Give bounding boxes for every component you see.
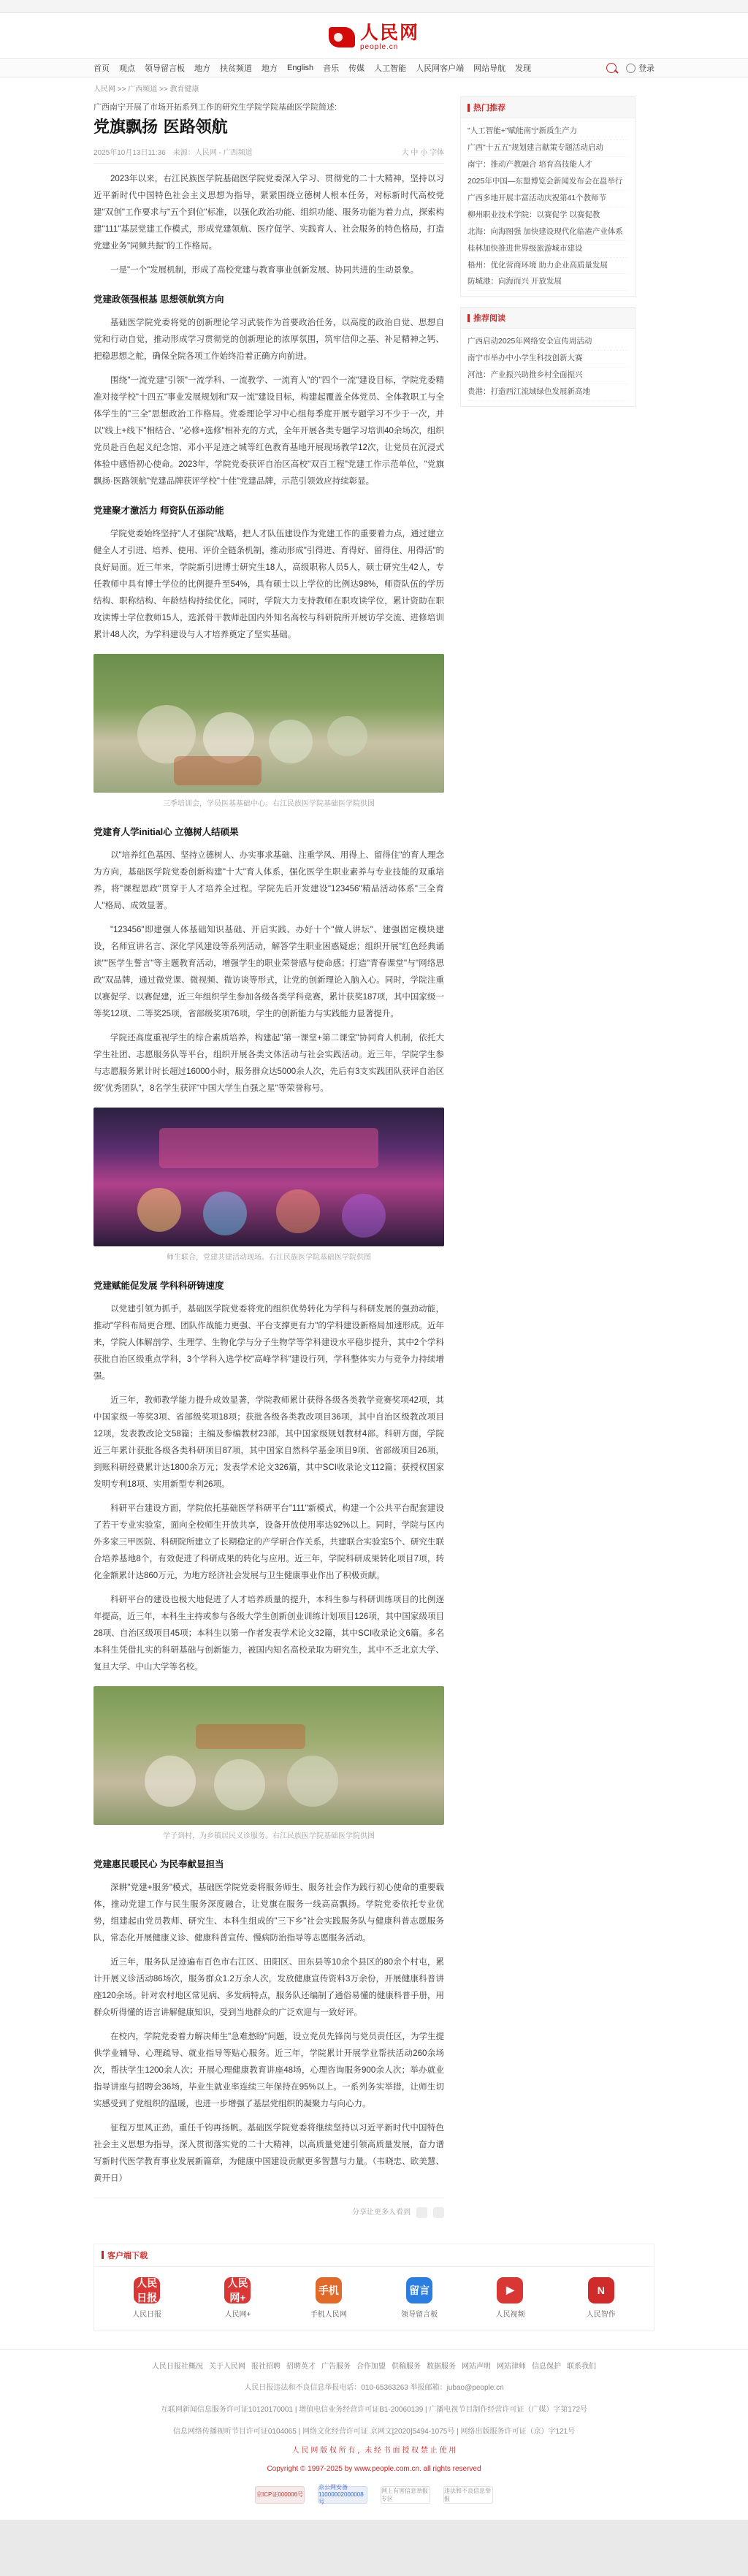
app-section-heading [94,2244,654,2267]
article-figure [94,654,444,812]
share-label: 分享让更多人看到 [352,2208,411,2217]
app-icon-renminribao: 人民日报 [134,2277,160,2303]
login-button[interactable] [626,62,654,74]
section-heading: 党建聚才激活力 师资队伍添动能 [94,505,224,516]
list-item[interactable]: 广西启动2025年网络安全宣传周活动 [468,334,628,351]
content-area [0,96,748,2225]
figure-caption: 三季培训会，学员医基基础中心。右江民族医学院基础医学院供图 [163,799,375,808]
paragraph: 一是"一个"发展机制，形成了高校党建与教育事业创新发展、协同共进的生动景象。 [110,265,419,275]
footer-link[interactable]: 关于人民网 [209,2362,245,2371]
nav-item-0[interactable]: 首页 [94,64,110,73]
nav-item-13[interactable]: 发现 [515,64,532,73]
nav-item-2[interactable]: 领导留言板 [145,64,185,73]
app-icon-message-board: 留言 [406,2277,432,2303]
sidebar-heading [461,97,635,118]
main-nav[interactable] [0,58,748,77]
app-icon-peopleplus: 人民网+ [224,2277,251,2303]
search-icon[interactable] [606,63,617,73]
accent-bar-icon [468,104,470,112]
hot-list[interactable] [461,118,635,296]
footer-link[interactable]: 报社招聘 [251,2362,280,2371]
paragraph: 学院党委始终坚持"人才强院"战略，把人才队伍建设作为党建工作的重要着力点，通过建立健全人才引进、培养、使用、评价全链条机制，推动形成"引得进、育得好、留得住、用得活"的良好局面。近三年来，学院新引进博士研究生18人，高级职称人员5人，硕士研究生42人，专任教师中具有博士学位的比例提升至54%，具有硕士以上学位的比例达98%，师资队伍的学历结构、职称结构、年龄结构持续优化。同时，学院大力支持教师在职攻读学位，累计资助在职攻读博士学位教师15人，选派骨干教师赴国内外知名高校与科研院所开展访学交流、进修培训累计48人次，为学科建设与人才培养奠定了坚实基础。 [94,529,444,639]
section-heading: 党建政领强根基 思想领航筑方向 [94,294,224,305]
sidebar [460,96,636,407]
article-meta [94,146,444,164]
list-item[interactable]: 2025年中国—东盟博览会新闻发布会在邕举行 [468,174,628,191]
article-source: 来源：人民网 - 广西频道 [172,148,253,157]
list-item[interactable]: 贵港：打造西江流域绿色发展新高地 [468,384,628,401]
footer-link[interactable]: 广告服务 [321,2362,351,2371]
paragraph: 深耕"党建+服务"模式，基础医学院党委将服务师生、服务社会作为践行初心使命的重要载体，推动党建工作与民生服务深度融合，让党旗在服务一线高高飘扬。学院党委依托专业优势，组建起由党员教师、研究生、本科生组成的"三下乡"社会实践服务队与健康科普志愿服务队，常态化开展健康义诊、健康科普宣传、慢病防治指导等志愿服务活动。 [94,1883,444,1943]
list-item[interactable]: 防城港：向海而兴 开放发展 [468,274,628,291]
logo-text-cn: 人民网 [359,22,419,43]
article-kicker: 广西南宁开展了市场开拓系列工作的研究生学院学院基础医学院简述: [94,103,337,112]
nav-item-11[interactable]: 人民网客户端 [416,64,465,73]
site-footer [0,2349,748,2520]
weibo-icon[interactable] [416,2207,427,2218]
paragraph: 以党建引领为抓手，基础医学院党委将党的组织优势转化为学科与科研发展的强劲动能，推动"学科布局更合理、团队作战能力更强、平台支撑更有力"的学科建设新格局加速形成。近年来，学院人体解剖学、生理学、生物化学与分子生物学等学科建设水平稳步提升，其中2个学科获批自治区级重点学科，3个学科入选学校"高峰学科"建设行列，学科整体实力与竞争力持续增强。 [94,1304,444,1381]
hot-recommend-box [460,96,636,297]
sidebar-title: 热门推荐 [473,104,505,113]
section-heading: 党建育人学initial心 立德树人结硕果 [94,826,239,837]
footer-report-line: 人民日报违法和不良信息举报电话：010-65363263 举报邮箱：jubao@people.cn [244,2383,504,2392]
avatar-icon [626,64,636,73]
footer-link[interactable]: 供稿服务 [392,2362,421,2371]
paragraph: 学院还高度重视学生的综合素质培养，构建起"第一课堂+第二课堂"协同育人机制，依托大学生社团、志愿服务队等平台，组织开展各类文体活动与社会实践活动。近三年，学院学生参与志愿服务累计时长超过16000小时，服务群众达5000余人次，先后有3支实践团队获评自治区级"优秀团队"，8名学生获评"中国大学生自强之星"等荣誉称号。 [94,1033,444,1093]
list-item[interactable]: 梧州：优化营商环境 助力企业高质量发展 [468,258,628,275]
list-item[interactable]: 南宁：推动产教融合 培育高技能人才 [468,157,628,174]
paragraph: 科研平台建设方面，学院依托基础医学科研平台"111"新模式，构建一个公共平台配套建设了若干专业实验室，面向全校师生开放共享，设备开放使用率达92%以上。同时，学院与区内外多家三甲医院、科研院所建立了长期稳定的产学研合作关系，共建联合实验室5个、研究生联合培养基地8个，有效促进了科研成果的转化与应用。近三年，学院科研成果转化项目7项，转化金额累计达860万元，为地方经济社会发展与卫生健康事业作出了积极贡献。 [94,1504,444,1580]
footer-badges[interactable] [94,2476,654,2520]
app-item[interactable] [102,2277,192,2319]
article-figure [94,1686,444,1844]
badge-illegal-report[interactable]: 违法和不良信息举报 [443,2486,493,2504]
list-item[interactable]: 柳州职业技术学院：以赛促学 以赛促教 [468,207,628,224]
app-label: 人民日报 [132,2310,162,2319]
figure-caption: 学子到村，为乡镇居民义诊服务。右江民族医学院基础医学院供图 [163,1832,375,1840]
article-photo [94,1686,444,1825]
app-icon-zhizuo: N [588,2277,614,2303]
accent-bar-icon [102,2251,104,2259]
app-section-title: 客户端下载 [107,2251,148,2260]
site-logo[interactable] [0,13,748,58]
section-heading: 党建惠民暖民心 为民奉献显担当 [94,1859,224,1870]
nav-item-4[interactable]: 扶贫频道 [220,64,252,73]
paragraph: 2023年以来，右江民族医学院基础医学院党委深入学习、贯彻党的二十大精神，坚持以习近平新时代中国特色社会主义思想为指导，紧紧围绕立德树人根本任务，对标新时代高校党建"双创"工作要求与"五个到位"标准，以强化政治功能、组织功能、服务功能为着力点，探索构建"111"基层党建工作模式，形成党建领航、医疗促学、实践育人、社会服务的特色格局，打造党建业务"同频共振"的工作格局。 [94,174,444,251]
sidebar-gap [460,297,636,307]
logo-text-en: people.cn [359,43,399,51]
page-title: 党旗飘扬 医路领航 [94,118,228,137]
paragraph: "123456"即建强人体基础知识基础、开启实践、办好十个"做人讲坛"、建强固定模块建设，名师宣讲名言、深化学风建设等系列活动，解答学生职业困惑疑虑；组织开展"红色经典诵读""医学生誓言"等主题教育活动，增强学生的职业荣誉感与使命感；打造"青春课堂"与"网络思政"双品牌，通过微党课、微视频、微访谈等形式，让党的创新理论入脑入心。同时，学院注重以赛促学、以赛促建，近三年组织学生参加各级各类学科竞赛，累计获奖187项，其中国家级一等奖12项、二等奖25项，省部级奖项76项，学生的创新能力与实践能力显著提升。 [94,925,444,1018]
app-download-section [94,2244,654,2331]
list-item[interactable]: 广西"十五五"规划建言献策专题活动启动 [468,140,628,157]
article-figure [94,1108,444,1265]
footer-link[interactable]: 信息保护 [532,2362,561,2371]
app-item[interactable] [374,2277,465,2319]
recommend-read-box [460,307,636,407]
footer-links[interactable] [94,2360,654,2374]
article-column [94,96,444,2225]
breadcrumb[interactable]: 人民网 >> 广西频道 >> 教育健康 [94,85,199,94]
paragraph: 近三年，教师教学能力提升成效显著，学院教师累计获得各级各类教学竞赛奖项42项，其中国家级一等奖3项、省部级奖项18项；获批各级各类教改项目36项，其中自治区级教改项目12项，发表教改论文58篇；主编及参编教材23部，其中国家级规划教材4部。科研方面，学院近三年累计获批各级各类科研项目87项，其中国家自然科学基金项目9项、省部级项目26项，到账科研经费累计达1800余万元；发表学术论文326篇，其中SCI收录论文112篇；获授权国家发明专利18项、实用新型专利26项。 [94,1395,444,1489]
font-size-tools[interactable]: 大 中 小 字体 [401,148,444,157]
people-logo-icon [329,27,355,47]
footer-link[interactable]: 合作加盟 [356,2362,386,2371]
app-item[interactable] [283,2277,374,2319]
list-item[interactable]: 广西多地开展丰富活动庆祝第41个教师节 [468,191,628,207]
app-item[interactable] [192,2277,283,2319]
nav-item-12[interactable]: 网站导航 [473,64,506,73]
paragraph: 基础医学院党委将党的创新理论学习武装作为首要政治任务，以高度的政治自觉、思想自觉和行动自觉，推动形成学习贯彻党的创新理论的浓厚氛围，筑牢信仰之基、补足精神之钙、把稳思想之舵，确保全院各项工作始终沿着正确方向前进。 [94,318,444,361]
badge-icp[interactable]: 京ICP证000006号 [255,2486,305,2504]
paragraph: 近三年，服务队足迹遍布百色市右江区、田阳区、田东县等10余个县区的80余个村屯，累计开展义诊活动86场次，服务群众1.2万余人次，发放健康宣传资料3万余份，开展健康科普讲座120余场。针对农村地区常见病、多发病特点，服务队还编制了通俗易懂的健康科普手册，用群众听得懂的语言讲解健康知识，受到当地群众的广泛欢迎与一致好评。 [94,1957,444,2017]
share-bar[interactable] [94,2198,444,2225]
footer-link[interactable]: 网站律师 [497,2362,526,2371]
footer-link[interactable]: 人民日报社概况 [152,2362,203,2371]
accent-bar-icon [468,314,470,322]
app-label: 领导留言板 [401,2310,438,2319]
app-grid [94,2267,654,2331]
recommend-list[interactable] [461,329,635,406]
sidebar-title-2: 推荐阅读 [473,314,505,324]
list-item[interactable]: "人工智能+"赋能南宁新质生产力 [468,123,628,140]
app-label: 手机人民网 [310,2310,347,2319]
sidebar-heading-2 [461,308,635,329]
nav-item-5[interactable]: 地方 [262,64,278,73]
footer-link[interactable]: 联系我们 [567,2362,596,2371]
footer-link[interactable]: 网站声明 [462,2362,491,2371]
footer-link[interactable]: 招聘英才 [286,2362,316,2371]
footer-link[interactable]: 数据服务 [427,2362,456,2371]
footer-icp-line-1: 互联网新闻信息服务许可证10120170001 | 增值电信业务经营许可证B1-20060139 | 广播电视节目制作经营许可证（广媒）字第172号 [160,2405,588,2414]
top-strip [0,0,748,13]
paragraph: 在校内，学院党委着力解决师生"急难愁盼"问题，设立党员先锋岗与党员责任区，为学生提供学业辅导、心理疏导、就业指导等贴心服务。近三年，学院累计开展学业帮扶活动260余场次，帮扶学生1200余人次；开展心理健康教育讲座48场，心理咨询服务900余人次；举办就业指导讲座与招聘会36场，毕业生就业率连续三年保持在95%以上。一系列务实举措，让师生切实感受到了党组织的温暖，也进一步增强了基层党组织的凝聚力与向心力。 [94,2032,444,2108]
list-item[interactable]: 桂林加快推进世界级旅游城市建设 [468,241,628,258]
app-item[interactable] [465,2277,555,2319]
app-icon-video-play: ▶ [497,2277,523,2303]
paragraph: 科研平台的建设也极大地促进了人才培养质量的提升，本科生参与科研训练项目的比例逐年提高，近三年，本科生主持或参与各级大学生创新创业训练计划项目126项，其中国家级项目28项、自治区级项目45项；本科生以第一作者发表学术论文32篇，其中SCI收录论文6篇。多名本科生凭借扎实的科研基础与创新能力，被国内知名高校录取为研究生，其中不乏北京大学、复旦大学、中山大学等名校。 [94,1595,444,1672]
nav-item-10[interactable]: 人工智能 [374,64,407,73]
list-item[interactable]: 南宁市举办中小学生科技创新大赛 [468,351,628,367]
paragraph: 以"培养红色基因、坚持立德树人、办实事求基础、注重学风、用得上、留得住"的育人理念为方向，基础医学院党委创新构建"十大"育人体系，强化医学生职业素养与专业技能的双重培养，将"课程思政"贯穿于人才培养全过程。学院先后开发建设"123456"精品活动体系"三全育人"格局、成效显著。 [94,850,444,910]
nav-item-7[interactable]: 音乐 [323,64,340,73]
nav-item-9[interactable]: 传媒 [348,64,365,73]
app-label: 人民网+ [224,2310,251,2319]
footer-icp-line-2: 信息网络传播视听节目许可证0104065 | 网络文化经营许可证 京网文[2020]5494-1075号 | 网络出版服务许可证（京）字121号 [172,2427,576,2436]
badge-report-zone[interactable]: 网上有害信息举报专区 [381,2486,430,2504]
article-photo [94,654,444,793]
list-item[interactable]: 北海：向海图强 加快建设现代化临港产业体系 [468,224,628,241]
nav-item-1[interactable]: 观点 [119,64,135,73]
paragraph: 征程万里风正劲，重任千钧再扬帆。基础医学院党委将继续坚持以习近平新时代中国特色社会主义思想为指导，深入贯彻落实党的二十大精神，以高质量党建引领高质量发展，奋力谱写新时代医学教育事业发展新篇章，为健康中国建设贡献更多智慧与力量。（韦晓忠、欧美慧、黄开日） [94,2123,444,2183]
app-icon-mobile: 手机 [316,2277,342,2303]
footer-copyright-en: Copyright © 1997-2025 by www.people.com.cn. all rights reserved [267,2464,481,2473]
footer-copyright: 人 民 网 版 权 所 有 ，未 经 书 面 授 权 禁 止 使 用 [291,2446,457,2455]
wechat-icon[interactable] [433,2207,444,2218]
figure-caption: 师生联合，党建共建活动现场。右江民族医学院基础医学院供图 [167,1253,371,1262]
list-item[interactable]: 河池：产业振兴助推乡村全面振兴 [468,367,628,384]
app-item[interactable] [556,2277,646,2319]
app-label: 人民视频 [495,2310,525,2319]
article-body [94,164,444,2225]
app-label: 人民智作 [586,2310,616,2319]
badge-police[interactable]: 京公网安备11000002000008号 [318,2486,367,2504]
article-photo [94,1108,444,1246]
nav-item-6[interactable]: English [287,64,314,72]
nav-item-3[interactable]: 地方 [194,64,210,73]
login-label: 登录 [638,64,654,73]
paragraph: 围绕"一流党建"引领"一流学科、一流教学、一流育人"的"四个一流"建设目标，学院党委精准对接学校"十四五"事业发展规划和"双一流"建设目标，构建起覆盖全体党员、全体教职工与全体学生的"三全"思想政治工作格局。党委理论学习中心组每季度开展专题学习不少于一次，并以"线上+线下"相结合、"必修+选修"相补充的方式，全年开展各类专题学习培训40余场次，组织党员赴百色起义纪念馆、邓小平足迹之城等红色教育基地开展现场教学12次，让党员在沉浸式体验中感悟初心使命。2023年，学院党委获评自治区高校"双百工程"党建工作示范单位，"党旗飘扬·医路领航"党建品牌获评学校"十佳"党建品牌，示范引领效应持续彰显。 [94,376,444,486]
section-heading: 党建赋能促发展 学科科研铸速度 [94,1280,224,1291]
publish-date: 2025年10月13日11:36 [94,148,166,157]
